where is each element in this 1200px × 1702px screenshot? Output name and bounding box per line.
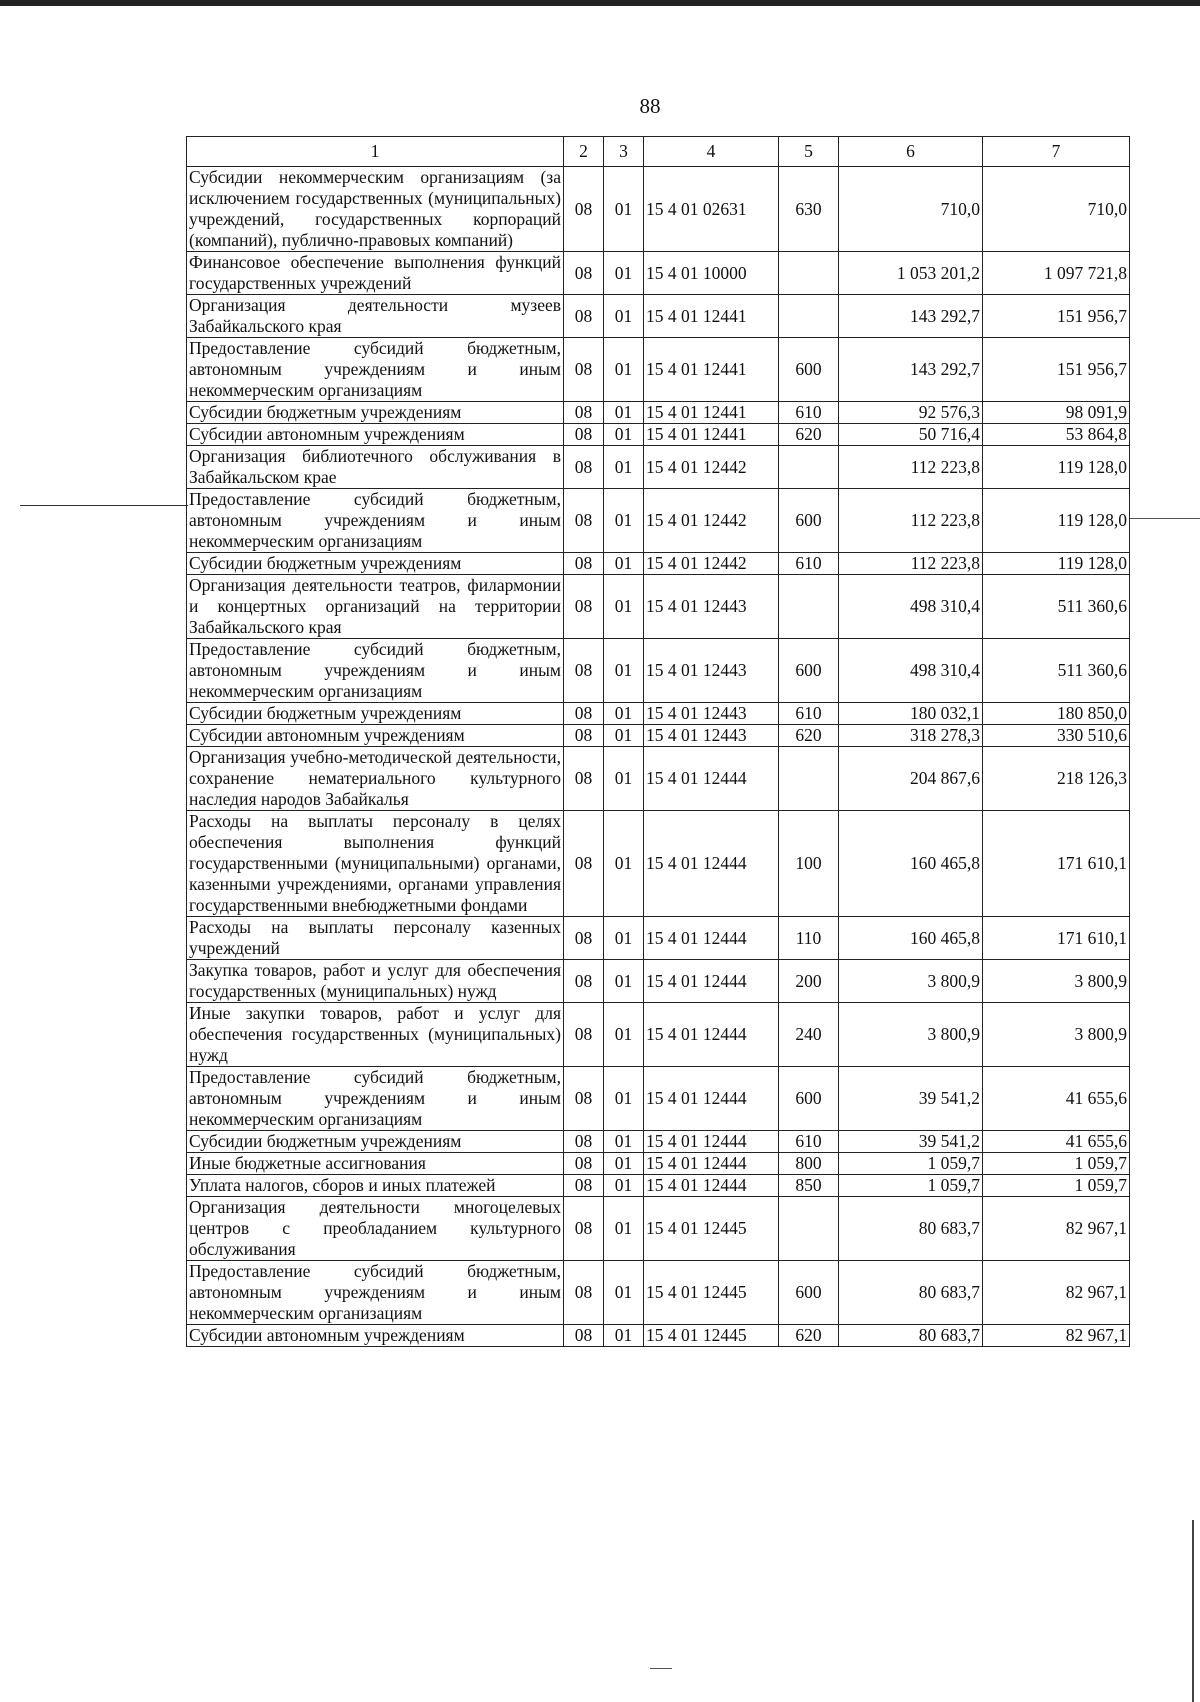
row-name-cell: Субсидии автономным учреждениям [187, 424, 564, 446]
subsection-code-cell: 01 [604, 167, 644, 252]
table-row [187, 1067, 1130, 1131]
table-row [187, 1131, 1130, 1153]
expense-type-cell: 610 [779, 1131, 839, 1153]
amount-year1-cell: 1 053 201,2 [839, 252, 983, 295]
target-article-cell: 15 4 01 12443 [644, 725, 779, 747]
amount-year1-cell: 80 683,7 [839, 1261, 983, 1325]
row-name-cell: Субсидии некоммерческим организациям (за исключением государственных (муниципальных) учреждений, государственных корпораций (компаний), публично-правовых компаний) [187, 167, 564, 252]
amount-year2-cell: 3 800,9 [983, 960, 1130, 1003]
expense-type-cell: 110 [779, 917, 839, 960]
table-row [187, 424, 1130, 446]
section-code-cell: 08 [564, 1325, 604, 1347]
scan-border-right [1192, 1520, 1194, 1702]
amount-year2-cell: 41 655,6 [983, 1067, 1130, 1131]
section-code-cell: 08 [564, 917, 604, 960]
expense-type-cell: 610 [779, 553, 839, 575]
amount-year1-cell: 39 541,2 [839, 1131, 983, 1153]
amount-year2-cell: 82 967,1 [983, 1197, 1130, 1261]
amount-year1-cell: 112 223,8 [839, 446, 983, 489]
amount-year2-cell: 171 610,1 [983, 917, 1130, 960]
section-code-cell: 08 [564, 1261, 604, 1325]
table-row [187, 639, 1130, 703]
expense-type-cell: 620 [779, 1325, 839, 1347]
row-name-cell: Финансовое обеспечение выполнения функций государственных учреждений [187, 252, 564, 295]
target-article-cell: 15 4 01 12443 [644, 703, 779, 725]
amount-year2-cell: 511 360,6 [983, 639, 1130, 703]
table-row [187, 1153, 1130, 1175]
header-cell: 6 [839, 137, 983, 167]
amount-year1-cell: 143 292,7 [839, 295, 983, 338]
row-name-cell: Организация деятельности многоцелевых центров с преобладанием культурного обслуживания [187, 1197, 564, 1261]
target-article-cell: 15 4 01 02631 [644, 167, 779, 252]
table-row [187, 917, 1130, 960]
expense-type-cell: 620 [779, 725, 839, 747]
expense-type-cell: 600 [779, 1067, 839, 1131]
amount-year2-cell: 119 128,0 [983, 489, 1130, 553]
amount-year2-cell: 41 655,6 [983, 1131, 1130, 1153]
section-code-cell: 08 [564, 725, 604, 747]
header-cell: 3 [604, 137, 644, 167]
subsection-code-cell: 01 [604, 553, 644, 575]
table-row [187, 446, 1130, 489]
section-code-cell: 08 [564, 167, 604, 252]
target-article-cell: 15 4 01 12442 [644, 553, 779, 575]
row-name-cell: Предоставление субсидий бюджетным, автономным учреждениям и иным некоммерческим организациям [187, 338, 564, 402]
row-name-cell: Организация учебно-методической деятельности, сохранение нематериального культурного наследия народов Забайкалья [187, 747, 564, 811]
table-row [187, 489, 1130, 553]
amount-year2-cell: 53 864,8 [983, 424, 1130, 446]
subsection-code-cell: 01 [604, 446, 644, 489]
amount-year1-cell: 3 800,9 [839, 960, 983, 1003]
expense-type-cell: 600 [779, 338, 839, 402]
section-code-cell: 08 [564, 424, 604, 446]
target-article-cell: 15 4 01 12444 [644, 1175, 779, 1197]
table-row [187, 295, 1130, 338]
target-article-cell: 15 4 01 12443 [644, 639, 779, 703]
amount-year1-cell: 1 059,7 [839, 1175, 983, 1197]
table-row [187, 167, 1130, 252]
table-header-row [187, 137, 1130, 167]
amount-year2-cell: 1 097 721,8 [983, 252, 1130, 295]
target-article-cell: 15 4 01 12444 [644, 1067, 779, 1131]
row-name-cell: Расходы на выплаты персоналу в целях обеспечения выполнения функций государственными (муниципальными) органами, казенными учреждениями, органами управления государственными внебюджетными фондами [187, 811, 564, 917]
section-code-cell: 08 [564, 489, 604, 553]
target-article-cell: 15 4 01 12445 [644, 1325, 779, 1347]
amount-year1-cell: 318 278,3 [839, 725, 983, 747]
subsection-code-cell: 01 [604, 1175, 644, 1197]
scan-border-top [0, 0, 1200, 6]
subsection-code-cell: 01 [604, 1261, 644, 1325]
expense-type-cell: 600 [779, 1261, 839, 1325]
table-row [187, 1175, 1130, 1197]
section-code-cell: 08 [564, 295, 604, 338]
amount-year2-cell: 180 850,0 [983, 703, 1130, 725]
target-article-cell: 15 4 01 12444 [644, 811, 779, 917]
section-code-cell: 08 [564, 575, 604, 639]
header-cell: 2 [564, 137, 604, 167]
amount-year2-cell: 151 956,7 [983, 295, 1130, 338]
expense-type-cell: 800 [779, 1153, 839, 1175]
subsection-code-cell: 01 [604, 811, 644, 917]
row-name-cell: Организация библиотечного обслуживания в Забайкальском крае [187, 446, 564, 489]
subsection-code-cell: 01 [604, 575, 644, 639]
amount-year1-cell: 160 465,8 [839, 917, 983, 960]
amount-year2-cell: 82 967,1 [983, 1325, 1130, 1347]
target-article-cell: 15 4 01 12444 [644, 747, 779, 811]
row-name-cell: Уплата налогов, сборов и иных платежей [187, 1175, 564, 1197]
expense-type-cell [779, 747, 839, 811]
section-code-cell: 08 [564, 252, 604, 295]
target-article-cell: 15 4 01 12444 [644, 1131, 779, 1153]
table-row [187, 1325, 1130, 1347]
table-row [187, 402, 1130, 424]
expense-type-cell: 240 [779, 1003, 839, 1067]
header-cell: 4 [644, 137, 779, 167]
table-row [187, 703, 1130, 725]
subsection-code-cell: 01 [604, 1131, 644, 1153]
scan-footer-mark [650, 1668, 672, 1669]
target-article-cell: 15 4 01 12444 [644, 960, 779, 1003]
section-code-cell: 08 [564, 1067, 604, 1131]
amount-year2-cell: 119 128,0 [983, 446, 1130, 489]
target-article-cell: 15 4 01 10000 [644, 252, 779, 295]
amount-year1-cell: 160 465,8 [839, 811, 983, 917]
amount-year1-cell: 143 292,7 [839, 338, 983, 402]
section-code-cell: 08 [564, 402, 604, 424]
amount-year1-cell: 92 576,3 [839, 402, 983, 424]
subsection-code-cell: 01 [604, 1003, 644, 1067]
subsection-code-cell: 01 [604, 252, 644, 295]
amount-year1-cell: 498 310,4 [839, 575, 983, 639]
subsection-code-cell: 01 [604, 960, 644, 1003]
row-name-cell: Субсидии бюджетным учреждениям [187, 703, 564, 725]
expense-type-cell: 620 [779, 424, 839, 446]
amount-year2-cell: 98 091,9 [983, 402, 1130, 424]
amount-year2-cell: 151 956,7 [983, 338, 1130, 402]
target-article-cell: 15 4 01 12441 [644, 295, 779, 338]
expense-type-cell: 200 [779, 960, 839, 1003]
expense-type-cell [779, 1197, 839, 1261]
table-row [187, 1261, 1130, 1325]
row-name-cell: Иные закупки товаров, работ и услуг для обеспечения государственных (муниципальных) нужд [187, 1003, 564, 1067]
amount-year2-cell: 218 126,3 [983, 747, 1130, 811]
amount-year1-cell: 80 683,7 [839, 1325, 983, 1347]
target-article-cell: 15 4 01 12445 [644, 1261, 779, 1325]
amount-year1-cell: 50 716,4 [839, 424, 983, 446]
table-row [187, 960, 1130, 1003]
amount-year2-cell: 1 059,7 [983, 1175, 1130, 1197]
expense-type-cell: 100 [779, 811, 839, 917]
target-article-cell: 15 4 01 12444 [644, 1153, 779, 1175]
subsection-code-cell: 01 [604, 747, 644, 811]
row-name-cell: Субсидии автономным учреждениям [187, 725, 564, 747]
subsection-code-cell: 01 [604, 639, 644, 703]
scan-stray-line-right [1130, 518, 1200, 519]
amount-year1-cell: 112 223,8 [839, 553, 983, 575]
subsection-code-cell: 01 [604, 295, 644, 338]
amount-year1-cell: 180 032,1 [839, 703, 983, 725]
amount-year1-cell: 204 867,6 [839, 747, 983, 811]
table-row [187, 575, 1130, 639]
section-code-cell: 08 [564, 747, 604, 811]
target-article-cell: 15 4 01 12442 [644, 446, 779, 489]
row-name-cell: Предоставление субсидий бюджетным, автономным учреждениям и иным некоммерческим организациям [187, 1067, 564, 1131]
amount-year1-cell: 39 541,2 [839, 1067, 983, 1131]
subsection-code-cell: 01 [604, 489, 644, 553]
section-code-cell: 08 [564, 338, 604, 402]
target-article-cell: 15 4 01 12444 [644, 917, 779, 960]
target-article-cell: 15 4 01 12441 [644, 424, 779, 446]
row-name-cell: Субсидии автономным учреждениям [187, 1325, 564, 1347]
expense-type-cell: 850 [779, 1175, 839, 1197]
subsection-code-cell: 01 [604, 338, 644, 402]
amount-year1-cell: 80 683,7 [839, 1197, 983, 1261]
row-name-cell: Субсидии бюджетным учреждениям [187, 402, 564, 424]
section-code-cell: 08 [564, 1175, 604, 1197]
target-article-cell: 15 4 01 12444 [644, 1003, 779, 1067]
amount-year2-cell: 511 360,6 [983, 575, 1130, 639]
target-article-cell: 15 4 01 12441 [644, 338, 779, 402]
header-cell: 1 [187, 137, 564, 167]
scan-stray-line-left [20, 505, 188, 506]
amount-year2-cell: 710,0 [983, 167, 1130, 252]
section-code-cell: 08 [564, 703, 604, 725]
target-article-cell: 15 4 01 12441 [644, 402, 779, 424]
target-article-cell: 15 4 01 12443 [644, 575, 779, 639]
target-article-cell: 15 4 01 12445 [644, 1197, 779, 1261]
amount-year2-cell: 330 510,6 [983, 725, 1130, 747]
expense-type-cell [779, 295, 839, 338]
section-code-cell: 08 [564, 811, 604, 917]
amount-year2-cell: 3 800,9 [983, 1003, 1130, 1067]
row-name-cell: Субсидии бюджетным учреждениям [187, 1131, 564, 1153]
amount-year1-cell: 3 800,9 [839, 1003, 983, 1067]
table-row [187, 1197, 1130, 1261]
section-code-cell: 08 [564, 1153, 604, 1175]
amount-year2-cell: 82 967,1 [983, 1261, 1130, 1325]
expense-type-cell [779, 252, 839, 295]
row-name-cell: Закупка товаров, работ и услуг для обеспечения государственных (муниципальных) нужд [187, 960, 564, 1003]
header-cell: 5 [779, 137, 839, 167]
subsection-code-cell: 01 [604, 1325, 644, 1347]
table-row [187, 252, 1130, 295]
amount-year1-cell: 710,0 [839, 167, 983, 252]
section-code-cell: 08 [564, 553, 604, 575]
amount-year2-cell: 119 128,0 [983, 553, 1130, 575]
section-code-cell: 08 [564, 446, 604, 489]
row-name-cell: Предоставление субсидий бюджетным, автономным учреждениям и иным некоммерческим организациям [187, 1261, 564, 1325]
table-row [187, 338, 1130, 402]
amount-year2-cell: 1 059,7 [983, 1153, 1130, 1175]
amount-year1-cell: 1 059,7 [839, 1153, 983, 1175]
row-name-cell: Предоставление субсидий бюджетным, автономным учреждениям и иным некоммерческим организациям [187, 489, 564, 553]
section-code-cell: 08 [564, 1197, 604, 1261]
row-name-cell: Предоставление субсидий бюджетным, автономным учреждениям и иным некоммерческим организациям [187, 639, 564, 703]
amount-year2-cell: 171 610,1 [983, 811, 1130, 917]
table-row [187, 725, 1130, 747]
table-row [187, 1003, 1130, 1067]
expense-type-cell: 610 [779, 703, 839, 725]
section-code-cell: 08 [564, 960, 604, 1003]
table-row [187, 811, 1130, 917]
section-code-cell: 08 [564, 639, 604, 703]
page-number: 88 [639, 94, 661, 118]
table-row [187, 747, 1130, 811]
subsection-code-cell: 01 [604, 1067, 644, 1131]
subsection-code-cell: 01 [604, 1197, 644, 1261]
expense-type-cell [779, 575, 839, 639]
subsection-code-cell: 01 [604, 424, 644, 446]
header-cell: 7 [983, 137, 1130, 167]
amount-year1-cell: 112 223,8 [839, 489, 983, 553]
target-article-cell: 15 4 01 12442 [644, 489, 779, 553]
table-row [187, 553, 1130, 575]
subsection-code-cell: 01 [604, 703, 644, 725]
budget-table [186, 136, 1130, 1347]
expense-type-cell: 610 [779, 402, 839, 424]
subsection-code-cell: 01 [604, 725, 644, 747]
table-body [187, 167, 1130, 1347]
subsection-code-cell: 01 [604, 402, 644, 424]
row-name-cell: Организация деятельности театров, филармонии и концертных организаций на территории Забайкальского края [187, 575, 564, 639]
row-name-cell: Субсидии бюджетным учреждениям [187, 553, 564, 575]
row-name-cell: Расходы на выплаты персоналу казенных учреждений [187, 917, 564, 960]
row-name-cell: Иные бюджетные ассигнования [187, 1153, 564, 1175]
row-name-cell: Организация деятельности музеев Забайкальского края [187, 295, 564, 338]
subsection-code-cell: 01 [604, 1153, 644, 1175]
section-code-cell: 08 [564, 1003, 604, 1067]
subsection-code-cell: 01 [604, 917, 644, 960]
expense-type-cell: 600 [779, 489, 839, 553]
expense-type-cell: 630 [779, 167, 839, 252]
expense-type-cell: 600 [779, 639, 839, 703]
expense-type-cell [779, 446, 839, 489]
section-code-cell: 08 [564, 1131, 604, 1153]
amount-year1-cell: 498 310,4 [839, 639, 983, 703]
